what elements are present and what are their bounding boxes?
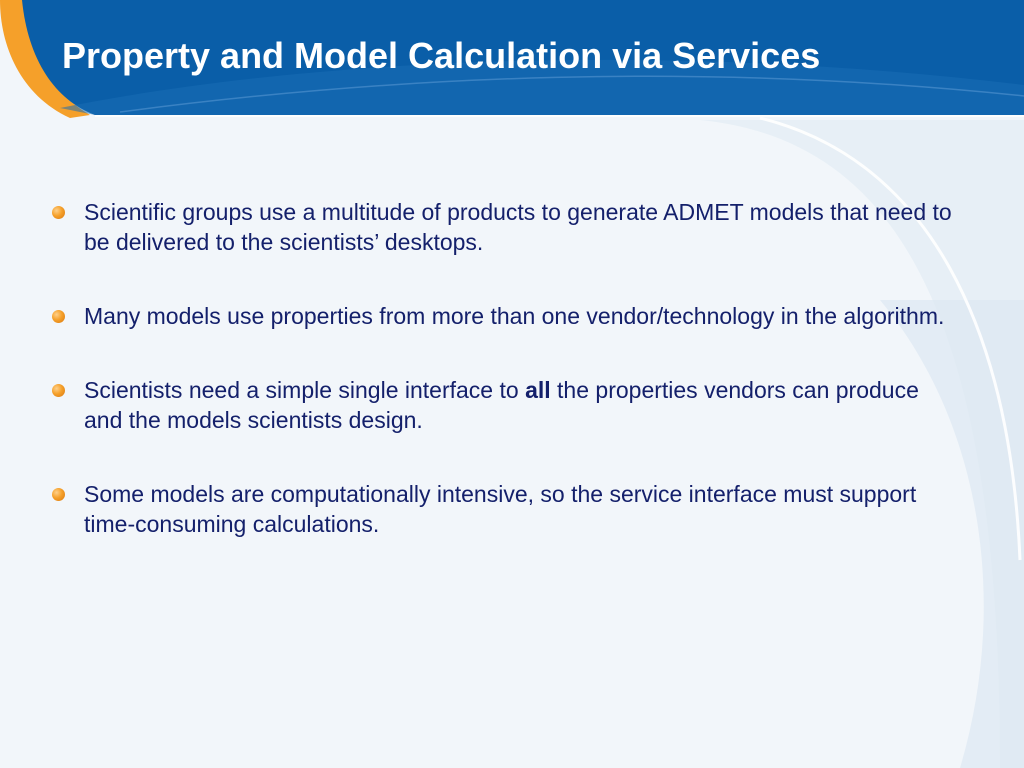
bullet-item — [52, 375, 952, 435]
bullet-item — [52, 197, 952, 257]
bullet-list — [52, 197, 952, 583]
orange-dot-icon — [52, 384, 65, 397]
bullet-text: Some models are computationally intensive, so the service interface must support time-consuming calculations. — [84, 481, 917, 537]
bullet-text: Scientific groups use a multitude of products to generate ADMET models that need to be delivered to the scientists’ desktops. — [84, 199, 952, 255]
bullet-item — [52, 479, 952, 539]
slide-title: Property and Model Calculation via Services — [62, 35, 821, 76]
bullet-item — [52, 301, 952, 331]
orange-dot-icon — [52, 310, 65, 323]
bullet-text: Many models use properties from more than one vendor/technology in the algorithm. — [84, 303, 945, 329]
bullet-text-after: the properties vendors can produce and the models scientists design. — [84, 377, 919, 433]
bullet-bold-word: all — [525, 377, 551, 403]
orange-dot-icon — [52, 488, 65, 501]
orange-dot-icon — [52, 206, 65, 219]
bullet-text-before: Scientists need a simple single interface to — [84, 377, 526, 403]
